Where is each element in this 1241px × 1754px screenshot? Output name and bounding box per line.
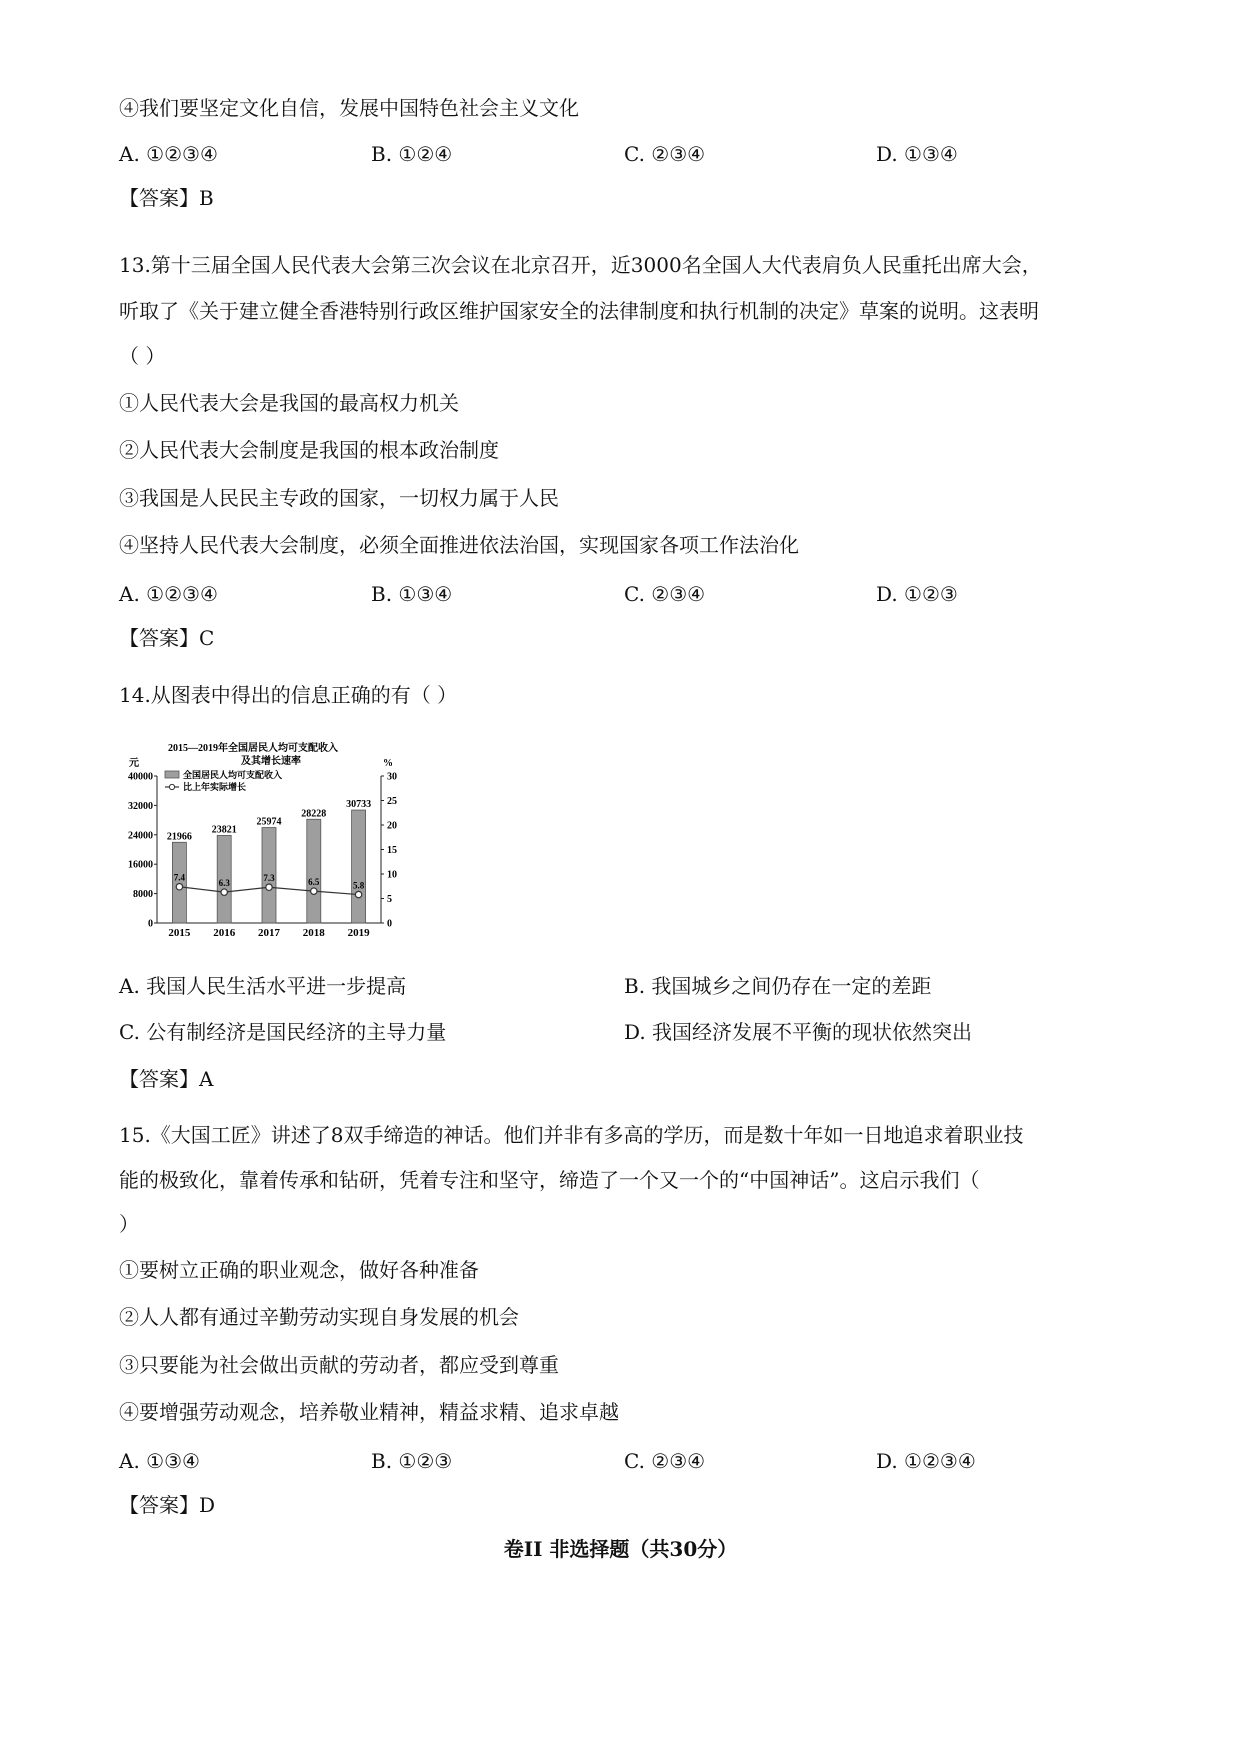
q13-answer: 【答案】C — [119, 626, 215, 650]
q14-option-a: A. 我国人民生活水平进一步提高 — [119, 974, 407, 998]
q14-option-b: B. 我国城乡之间仍存在一定的差距 — [624, 974, 932, 998]
y-left-tick-label: 8000 — [133, 889, 153, 901]
q14-option-c: C. 公有制经济是国民经济的主导力量 — [119, 1020, 447, 1044]
q12-option-c: C. ②③④ — [624, 142, 706, 166]
q13-option-d: D. ①②③ — [876, 582, 958, 606]
q12-option-d: D. ①③④ — [876, 142, 958, 166]
q12-option-a: A. ①②③④ — [119, 142, 218, 166]
x-tick-label: 2015 — [168, 927, 191, 939]
q13-statement-4: ④坚持人民代表大会制度，必须全面推进依法治国，实现国家各项工作法治化 — [119, 533, 799, 557]
q15-stem-line1: 15.《大国工匠》讲述了8双手缔造的神话。他们并非有多高的学历，而是数十年如一日地追求着职业技 — [119, 1123, 1024, 1147]
q13-stem-line1: 13.第十三届全国人民代表大会第三次会议在北京召开，近3000名全国人大代表肩负人民重托出席大会， — [119, 253, 1042, 277]
bar-value-label: 25974 — [256, 816, 282, 828]
y-right-tick-label: 20 — [387, 820, 397, 832]
income-chart — [119, 740, 409, 940]
y-left-tick-label: 24000 — [128, 830, 153, 842]
y-right-tick-label: 5 — [387, 894, 392, 905]
bar-value-label: 21966 — [166, 831, 192, 843]
growth-value-label: 5.8 — [352, 880, 365, 891]
legend-bar-swatch — [165, 771, 179, 778]
q14-answer: 【答案】A — [119, 1067, 214, 1091]
y-right-tick-label: 15 — [387, 845, 397, 856]
q12-answer: 【答案】B — [119, 186, 214, 210]
q15-option-a: A. ①③④ — [119, 1449, 200, 1473]
growth-point — [311, 888, 317, 894]
growth-point — [176, 884, 182, 890]
y-right-tick-label: 30 — [387, 771, 397, 783]
q15-stem-line3: ） — [119, 1212, 139, 1236]
growth-value-label: 6.3 — [218, 878, 230, 889]
x-tick-label: 2016 — [213, 927, 236, 939]
section-2-title: 卷II 非选择题（共30分） — [503, 1537, 738, 1561]
growth-point — [221, 889, 227, 895]
q14-option-d: D. 我国经济发展不平衡的现状依然突出 — [624, 1020, 973, 1044]
y-left-tick-label: 16000 — [128, 859, 153, 871]
growth-point — [355, 891, 361, 897]
y-right-tick-label: 10 — [387, 869, 397, 881]
q15-option-d: D. ①②③④ — [876, 1449, 976, 1473]
q15-stem-line2: 能的极致化，靠着传承和钻研，凭着专注和坚守，缔造了一个又一个的“中国神话”。这启示我们（ — [119, 1168, 980, 1192]
q13-options — [119, 580, 1119, 608]
q13-option-c: C. ②③④ — [624, 582, 706, 606]
y-left-tick-label: 0 — [148, 918, 153, 930]
q15-statement-1: ①要树立正确的职业观念，做好各种准备 — [119, 1258, 479, 1282]
q15-option-b: B. ①②③ — [371, 1449, 453, 1473]
q13-stem-line3: （ ） — [119, 344, 166, 368]
growth-point — [266, 884, 272, 890]
q13-statement-2: ②人民代表大会制度是我国的根本政治制度 — [119, 438, 499, 462]
q12-statement-4: ④我们要坚定文化自信，发展中国特色社会主义文化 — [119, 96, 579, 120]
chart-subtitle: 及其增长速率 — [241, 756, 301, 767]
growth-value-label: 7.3 — [263, 873, 275, 884]
q15-statement-3: ③只要能为社会做出贡献的劳动者，都应受到尊重 — [119, 1353, 559, 1377]
q13-option-b: B. ①③④ — [371, 582, 453, 606]
bar-value-label: 30733 — [346, 799, 372, 811]
legend-bar-label: 全国居民人均可支配收入 — [183, 770, 283, 780]
q13-statement-1: ①人民代表大会是我国的最高权力机关 — [119, 391, 459, 415]
x-tick-label: 2019 — [347, 927, 370, 939]
y-right-tick-label: 25 — [387, 796, 397, 807]
chart-title: 2015—2019年全国居民人均可支配收入 — [168, 743, 338, 754]
y-left-label: 元 — [129, 758, 139, 769]
y-right-tick-label: 0 — [387, 918, 392, 930]
bar-value-label: 28228 — [301, 808, 327, 820]
bar — [352, 810, 366, 923]
q15-options — [119, 1447, 1119, 1475]
q15-answer: 【答案】D — [119, 1493, 216, 1517]
q15-option-c: C. ②③④ — [624, 1449, 706, 1473]
y-right-label: % — [383, 758, 393, 769]
q12-options — [119, 140, 1119, 168]
bar — [307, 819, 321, 923]
growth-value-label: 6.5 — [308, 877, 320, 888]
x-tick-label: 2017 — [258, 927, 280, 939]
q12-option-b: B. ①②④ — [371, 142, 453, 166]
q13-option-a: A. ①②③④ — [119, 582, 218, 606]
q13-statement-3: ③我国是人民民主专政的国家，一切权力属于人民 — [119, 486, 559, 510]
growth-value-label: 7.4 — [173, 872, 186, 883]
legend-line-label: 比上年实际增长 — [183, 782, 247, 792]
q13-stem-line2: 听取了《关于建立健全香港特别行政区维护国家安全的法律制度和执行机制的决定》草案的说明。这表明 — [119, 299, 1039, 323]
q15-statement-4: ④要增强劳动观念，培养敬业精神，精益求精、追求卓越 — [119, 1400, 619, 1424]
legend-line-marker — [169, 784, 174, 789]
y-left-tick-label: 40000 — [128, 771, 153, 783]
y-left-tick-label: 32000 — [128, 800, 153, 812]
q14-stem: 14.从图表中得出的信息正确的有（ ） — [119, 683, 458, 707]
x-tick-label: 2018 — [302, 927, 325, 939]
bar-value-label: 23821 — [211, 824, 237, 836]
q15-statement-2: ②人人都有通过辛勤劳动实现自身发展的机会 — [119, 1305, 519, 1329]
